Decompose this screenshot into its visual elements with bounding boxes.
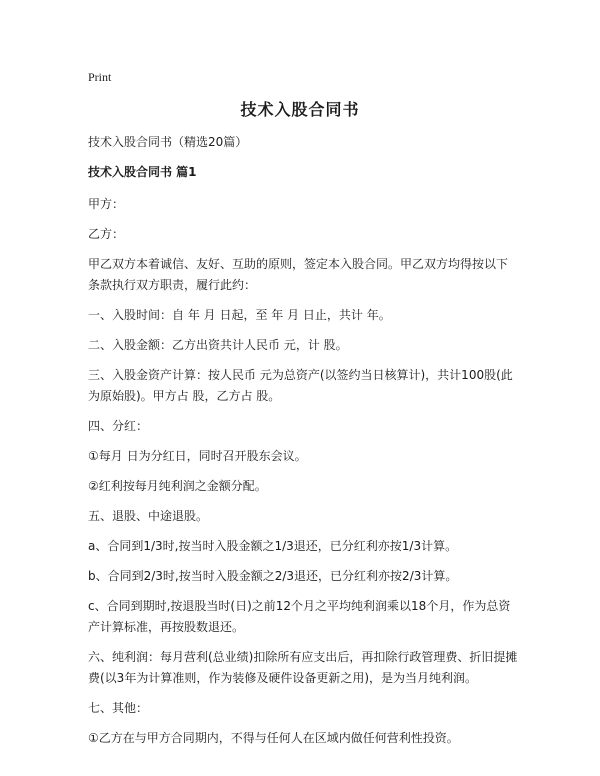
clause-7-item-1: ①乙方在与甲方合同期内，不得与任何人在区域内做任何营利性投资。 <box>88 731 459 745</box>
clause-5-item-b: b、合同到2/3时,按当时入股金额之2/3退还，已分红利亦按2/3计算。 <box>88 569 458 583</box>
clause-4-dividend: 四、分红： <box>88 419 149 433</box>
party-a-line: 甲方： <box>88 197 125 211</box>
document-subtitle: 技术入股合同书（精选20篇） <box>88 135 248 149</box>
preamble-paragraph: 甲乙双方本着诚信、友好、互助的原则，签定本入股合同。甲乙双方均得按以下条款执行双方职责，履行此约： <box>88 257 509 292</box>
section-heading: 技术入股合同书 篇1 <box>88 165 197 179</box>
document-body <box>88 132 518 758</box>
clause-2-amount: 二、入股金额：乙方出资共计人民币 元，计 股。 <box>88 338 348 352</box>
clause-5-item-a: a、合同到1/3时,按当时入股金额之1/3退还，已分红利亦按1/3计算。 <box>88 539 458 553</box>
clause-5-withdrawal: 五、退股、中途退股。 <box>88 509 209 523</box>
clause-4-item-2: ②红利按每月纯利润之金额分配。 <box>88 479 267 493</box>
clause-7-other: 七、其他： <box>88 701 149 715</box>
clause-1-term: 一、入股时间：自 年 月 日起，至 年 月 日止，共计 年。 <box>88 308 391 322</box>
clause-3-assets: 三、入股金资产计算：按人民币 元为总资产(以签约当日核算计)，共计100股(此为原始股)。甲方占 股，乙方占 股。 <box>88 368 513 403</box>
document-title: 技术入股合同书 <box>240 100 360 119</box>
clause-4-item-1: ①每月 日为分红日，同时召开股东会议。 <box>88 449 307 463</box>
clause-6-net-profit: 六、纯利润：每月营利(总业绩)扣除所有应支出后，再扣除行政管理费、折旧提摊费(以3年为计算准则，作为装修及硬件设备更新之用)，是为当月纯利润。 <box>88 650 518 685</box>
party-b-line: 乙方： <box>88 227 125 241</box>
print-label: Print <box>88 70 112 84</box>
clause-5-item-c: c、合同到期时,按退股当时(日)之前12个月之平均纯利润乘以18个月，作为总资产计算标准，再按股数退还。 <box>88 599 511 634</box>
